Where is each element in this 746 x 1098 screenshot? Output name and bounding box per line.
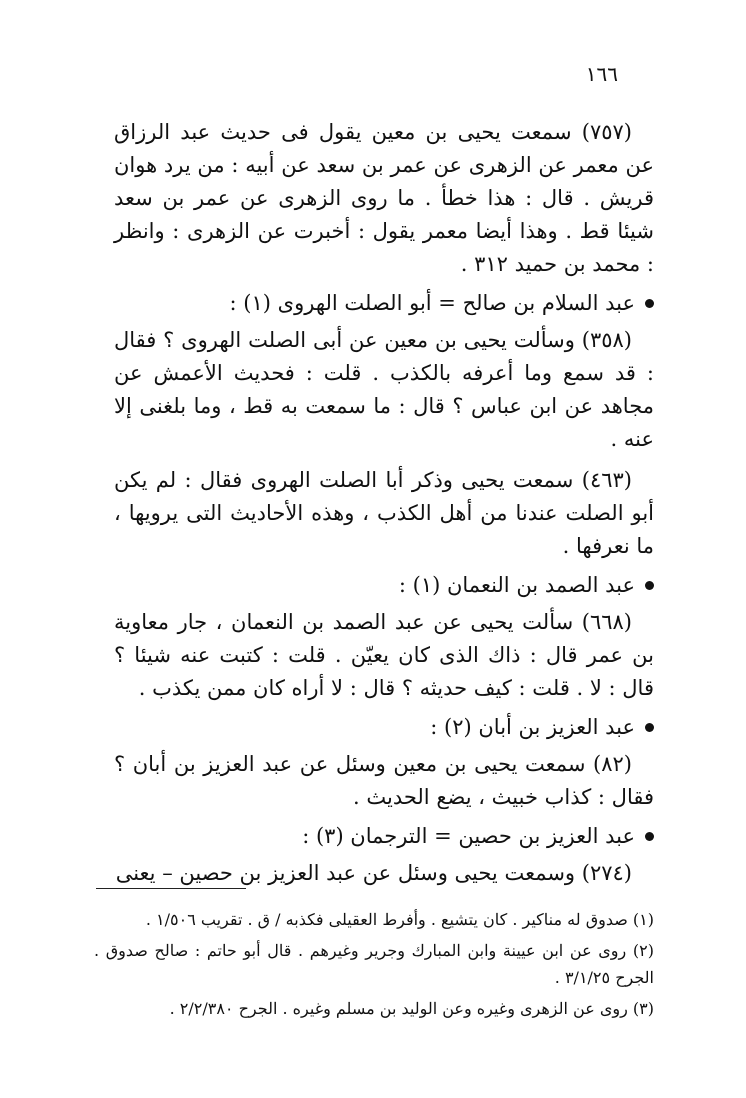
entry-757: (٧٥٧) سمعت يحيى بن معين يقول فى حديث عبد الرزاق عن معمر عن الزهرى عن عمر بن سعد عن أبيه : من يرد هوان قريش . قال : هذا خطأ . ما روى الزهرى عن عمر بن سعد شيئا قط . وهذا أيضا معمر يقول : أخبرت عن الزهرى : وانظر : محمد بن حميد ٣١٢ . [114,120,654,276]
footnote-1: (١) صدوق له مناكير . كان يتشيع . وأفرط العقيلى فكذبه / ق . تقريب ١/٥٠٦ . [145,910,654,929]
heading-text: عبد السلام بن صالح = أبو الصلت الهروى (١) : [229,291,635,315]
bullet-icon [645,581,654,590]
footnotes [94,906,654,1026]
footnote-2: (٢) روى عن ابن عيينة وابن المبارك وجرير وغيرهم . قال أبو حاتم : صالح صدوق . الجرح ٣/١/٢٥ . [94,941,654,987]
main-text [114,116,654,896]
footnote-divider [96,888,246,889]
heading-text: عبد العزيز بن حصين = الترجمان (٣) : [302,824,635,848]
heading-text: عبد الصمد بن النعمان (١) : [398,573,635,597]
entry-82: (٨٢) سمعت يحيى بن معين وسئل عن عبد العزيز بن أبان ؟ فقال : كذاب خبيث ، يضع الحديث . [114,752,654,809]
entry-668: (٦٦٨) سألت يحيى عن عبد الصمد بن النعمان ، جار معاوية بن عمر قال : ذاك الذى كان يعيّن . قلت : كتبت عنه شيئا ؟ قال : لا . قلت : كيف حديثه ؟ قال : لا أراه كان ممن يكذب . [114,610,654,700]
entry-358: (٣٥٨) وسألت يحيى بن معين عن أبى الصلت الهروى ؟ فقال : قد سمع وما أعرفه بالكذب . قلت : فحديث الأعمش عن مجاهد عن ابن عباس ؟ قال : ما سمعت به قط ، وما بلغنى إلا عنه . [114,328,654,451]
heading-abd-al-aziz-aban [114,711,654,744]
bullet-icon [645,723,654,732]
footnote-3: (٣) روى عن الزهرى وغيره وعن الوليد بن مسلم وغيره . الجرح ٢/٢/٣٨٠ . [169,999,654,1018]
bullet-icon [645,299,654,308]
entry-274: (٢٧٤) وسمعت يحيى وسئل عن عبد العزيز بن حصين – يعنى [115,861,632,885]
heading-abd-al-aziz-husayn [114,820,654,853]
bullet-icon [645,832,654,841]
heading-abd-al-samad [114,569,654,602]
page-number: ١٦٦ [585,62,618,86]
entry-463: (٤٦٣) سمعت يحيى وذكر أبا الصلت الهروى فقال : لم يكن أبو الصلت عندنا من أهل الكذب ، وهذه الأحاديث التى يرويها ، ما نعرفها . [114,468,654,558]
heading-text: عبد العزيز بن أبان (٢) : [430,715,635,739]
heading-abd-al-salam [114,287,654,320]
